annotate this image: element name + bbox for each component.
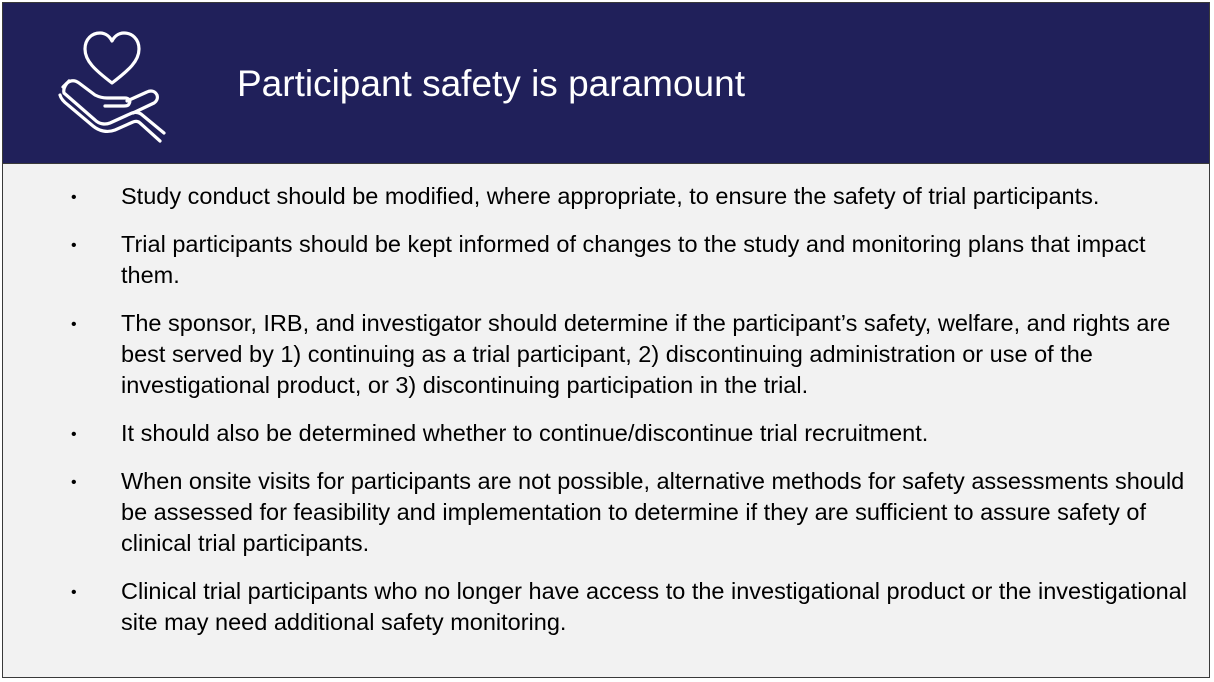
slide xyxy=(2,2,1210,678)
bullet-list xyxy=(3,181,1209,655)
bullet-dot-icon: • xyxy=(71,584,77,601)
list-item xyxy=(3,466,1209,559)
list-item xyxy=(3,229,1209,291)
bullet-text: Study conduct should be modified, where appropriate, to ensure the safety of trial participants. xyxy=(121,183,1100,209)
list-item xyxy=(3,181,1209,212)
page-title: Participant safety is paramount xyxy=(237,63,745,104)
list-item xyxy=(3,308,1209,401)
bullet-dot-icon: • xyxy=(71,474,77,491)
list-item xyxy=(3,418,1209,449)
slide-header xyxy=(3,3,1209,164)
bullet-text: When onsite visits for participants are not possible, alternative methods for safety assessments should be assessed for feasibility and implementation to determine if they are sufficient to assure safety of clinical trial participants. xyxy=(121,468,1185,556)
bullet-dot-icon: • xyxy=(71,426,77,443)
bullet-dot-icon: • xyxy=(71,316,77,333)
bullet-text: The sponsor, IRB, and investigator should determine if the participant’s safety, welfare, and rights are best served by 1) continuing as a trial participant, 2) discontinuing administration or use of the investigational product, or 3) discontinuing participation in the trial. xyxy=(121,310,1171,398)
list-item xyxy=(3,576,1209,638)
bullet-text: Clinical trial participants who no longer have access to the investigational product or the investigational site may need additional safety monitoring. xyxy=(121,578,1187,635)
bullet-dot-icon: • xyxy=(71,189,77,206)
bullet-text: It should also be determined whether to continue/discontinue trial recruitment. xyxy=(121,420,929,446)
bullet-dot-icon: • xyxy=(71,237,77,254)
bullet-text: Trial participants should be kept informed of changes to the study and monitoring plans that impact them. xyxy=(121,231,1146,288)
heart-in-hand-icon xyxy=(55,25,171,145)
